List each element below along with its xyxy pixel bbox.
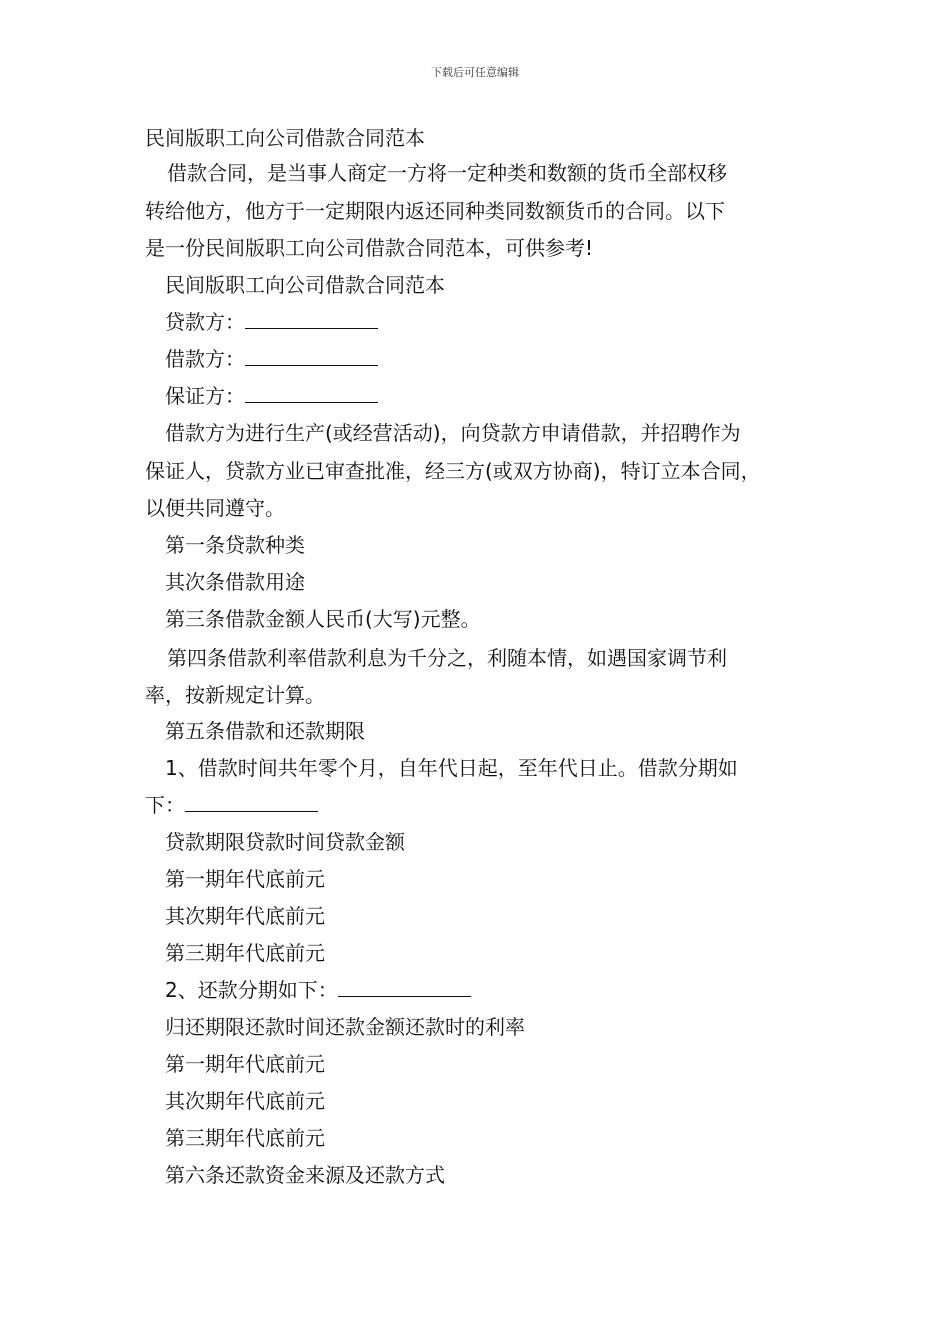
blank-line <box>245 347 378 366</box>
party-lender <box>165 309 378 335</box>
article-1: 第一条贷款种类 <box>165 533 305 557</box>
repay-table-header: 归还期限还款时间还款金额还款时的利率 <box>165 1015 525 1039</box>
article-3: 第三条借款金额人民币(大写)元整。 <box>165 607 481 631</box>
page-header-note: 下载后可任意编辑 <box>431 66 519 79</box>
preamble-line-3: 以便共同遵守。 <box>145 496 285 520</box>
party-guarantor <box>165 383 378 409</box>
intro-line-2: 转给他方，他方于一定期限内返还同种类同数额货币的合同。以下 <box>145 199 725 223</box>
clause-1-line-2 <box>145 792 318 818</box>
preamble-line-2: 保证人，贷款方业已审查批准，经三方(或双方协商)，特订立本合同， <box>145 459 761 483</box>
repay-row-3: 第三期年代底前元 <box>165 1126 325 1150</box>
article-6: 第六条还款资金来源及还款方式 <box>165 1163 445 1187</box>
document-title: 民间版职工向公司借款合同范本 <box>145 126 425 150</box>
party-lender-label: 贷款方： <box>165 310 245 334</box>
loan-row-3: 第三期年代底前元 <box>165 941 325 965</box>
party-borrower-label: 借款方： <box>165 347 245 371</box>
party-borrower <box>165 346 378 372</box>
intro-line-1: 借款合同，是当事人商定一方将一定种类和数额的货币全部权移 <box>167 161 727 185</box>
intro-line-3: 是一份民间版职工向公司借款合同范本，可供参考! <box>145 236 594 260</box>
clause-1-tail: 下： <box>145 793 185 817</box>
loan-row-2: 其次期年代底前元 <box>165 904 325 928</box>
article-2: 其次条借款用途 <box>165 570 305 594</box>
loan-table-header: 贷款期限贷款时间贷款金额 <box>165 830 405 854</box>
article-4-line-1: 第四条借款利率借款利息为千分之，利随本情，如遇国家调节利 <box>167 646 727 670</box>
article-4-line-2: 率，按新规定计算。 <box>145 683 325 707</box>
party-guarantor-label: 保证方： <box>165 384 245 408</box>
clause-1-line-1: 1、借款时间共年零个月，自年代日起，至年代日止。借款分期如 <box>165 756 738 780</box>
clause-2-label: 2、还款分期如下： <box>165 978 338 1002</box>
loan-row-1: 第一期年代底前元 <box>165 867 325 891</box>
contract-subtitle: 民间版职工向公司借款合同范本 <box>165 273 445 297</box>
repay-row-2: 其次期年代底前元 <box>165 1089 325 1113</box>
blank-line <box>338 978 471 997</box>
clause-2 <box>165 977 471 1003</box>
preamble-line-1: 借款方为进行生产(或经营活动)，向贷款方申请借款，并招聘作为 <box>165 421 741 445</box>
article-5: 第五条借款和还款期限 <box>165 719 365 743</box>
blank-line <box>245 310 378 329</box>
blank-line <box>245 384 378 403</box>
repay-row-1: 第一期年代底前元 <box>165 1052 325 1076</box>
blank-line <box>185 793 318 812</box>
